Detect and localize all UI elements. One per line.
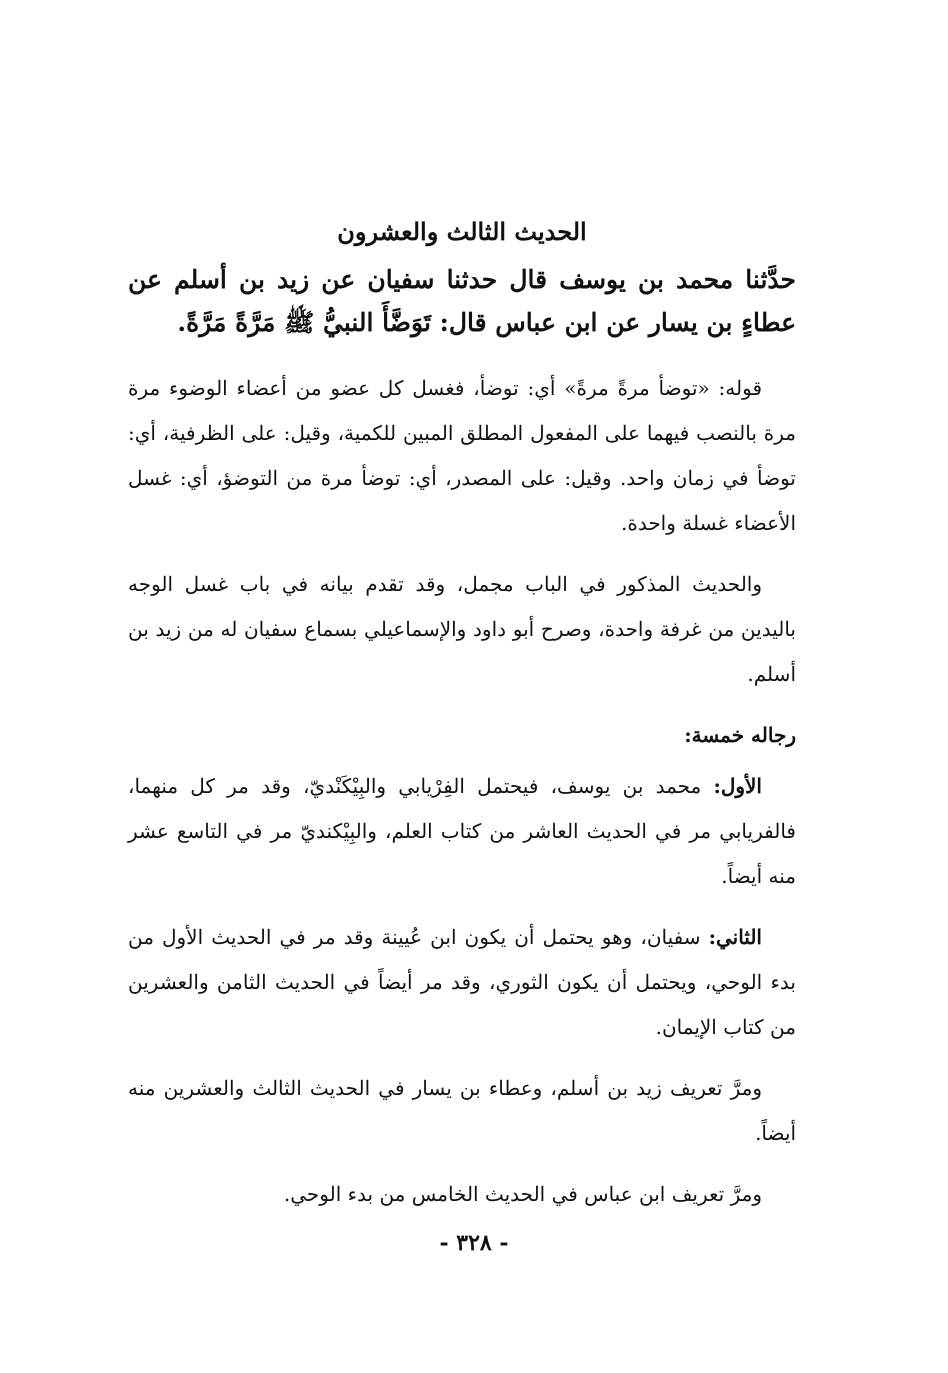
page-content: [128, 212, 796, 1233]
narrator-first-label: الأول:: [713, 774, 762, 798]
narrators-heading: رجاله خمسة:: [684, 723, 796, 747]
commentary-paragraph: قوله: «توضأ مرةً مرةً» أي: توضأ، فغسل كل عضو من أعضاء الوضوء مرة مرة بالنصب فيهما على المفعول المطلق المبين للكمية، وقيل: على الظرفية، أي: توضأ في زمان واحد. وقيل: على المصدر، أي: توضأ مرة من التوضؤ، أي: غسل الأعضاء غسلة واحدة.: [128, 376, 796, 535]
narrator-note: ومرَّ تعريف زيد بن أسلم، وعطاء بن يسار في الحديث الثالث والعشرين منه أيضاً.: [128, 1076, 796, 1145]
commentary-paragraph: والحديث المذكور في الباب مجمل، وقد تقدم بيانه في باب غسل الوجه باليدين من غرفة واحدة، وصرح أبو داود والإسماعيلي بسماع سفيان له من زيد بن أسلم.: [128, 572, 796, 686]
narrator-first-text: محمد بن يوسف، فيحتمل الفِرْيابي والبِيْكَنْديّ، وقد مر كل منهما، فالفريابي مر في الحديث العاشر من كتاب العلم، والبِيْكنديّ مر في التاسع عشر منه أيضاً.: [128, 774, 796, 888]
section-title: الحديث الثالث والعشرون: [337, 217, 587, 246]
narrator-second-label: الثاني:: [708, 925, 762, 949]
narrator-second: [128, 915, 796, 1050]
page-number: - ٣٢٨ -: [439, 1230, 509, 1256]
hadith-text: حدَّثنا محمد بن يوسف قال حدثنا سفيان عن زيد بن أسلم عن عطاءٍ بن يسار عن ابن عباس قال: تَوَضَّأَ النبيُّ ﷺ مَرَّةً مَرَّةً.: [128, 265, 796, 337]
narrator-second-text: سفيان، وهو يحتمل أن يكون ابن عُيينة وقد مر في الحديث الأول من بدء الوحي، ويحتمل أن يكون الثوري، وقد مر أيضاً في الحديث الثامن والعشرين من كتاب الإيمان.: [128, 925, 796, 1039]
narrator-note: ومرَّ تعريف ابن عباس في الحديث الخامس من بدء الوحي.: [283, 1182, 762, 1206]
narrator-first: [128, 764, 796, 899]
